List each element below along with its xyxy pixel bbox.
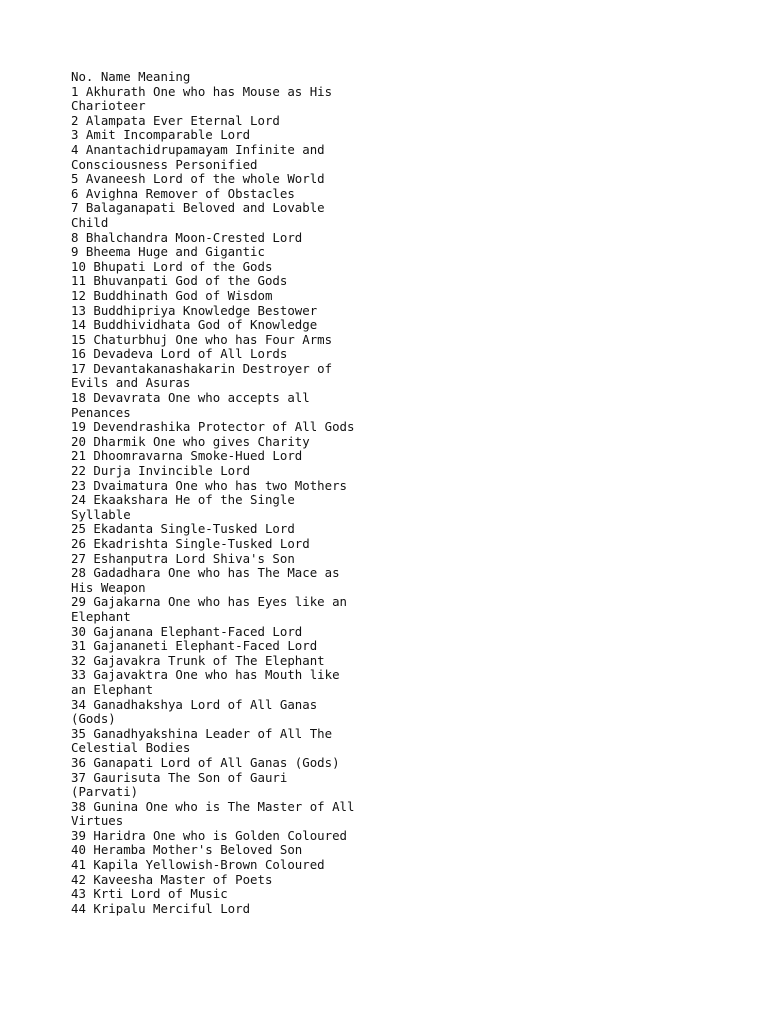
list-line: 2 Alampata Ever Eternal Lord: [71, 112, 280, 128]
list-line: 40 Heramba Mother's Beloved Son: [71, 842, 303, 858]
list-line: 44 Kripalu Merciful Lord: [71, 900, 251, 916]
list-line: 27 Eshanputra Lord Shiva's Son: [71, 550, 295, 566]
list-line: 39 Haridra One who is Golden Coloured: [71, 827, 348, 843]
list-line: 22 Durja Invincible Lord: [71, 463, 251, 479]
list-line: 43 Krti Lord of Music: [71, 886, 228, 902]
list-line: His Weapon: [71, 579, 146, 595]
list-line: 34 Ganadhakshya Lord of All Ganas: [71, 696, 318, 712]
list-line: 3 Amit Incomparable Lord: [71, 127, 251, 143]
list-line: 5 Avaneesh Lord of the whole World: [71, 171, 325, 187]
list-line: 6 Avighna Remover of Obstacles: [71, 185, 295, 201]
list-line: 12 Buddhinath God of Wisdom: [71, 287, 273, 303]
list-line: 4 Anantachidrupamayam Infinite and: [71, 141, 325, 157]
list-line: 41 Kapila Yellowish-Brown Coloured: [71, 857, 325, 873]
list-line: Elephant: [71, 608, 131, 624]
list-line: 1 Akhurath One who has Mouse as His: [71, 83, 333, 99]
list-line: 9 Bheema Huge and Gigantic: [71, 244, 265, 260]
list-line: 24 Ekaakshara He of the Single: [71, 492, 295, 508]
list-line: 16 Devadeva Lord of All Lords: [71, 346, 288, 362]
list-line: 30 Gajanana Elephant-Faced Lord: [71, 623, 303, 639]
list-line: 28 Gadadhara One who has The Mace as: [71, 565, 340, 581]
list-line: 29 Gajakarna One who has Eyes like an: [71, 594, 348, 610]
list-line: 15 Chaturbhuj One who has Four Arms: [71, 331, 333, 347]
list-line: 26 Ekadrishta Single-Tusked Lord: [71, 536, 310, 551]
list-line: 10 Bhupati Lord of the Gods: [71, 258, 273, 274]
list-line: 18 Devavrata One who accepts all: [71, 390, 310, 406]
list-line: 35 Ganadhyakshina Leader of All The: [71, 725, 333, 741]
list-line: an Elephant: [71, 681, 154, 697]
list-line: 37 Gaurisuta The Son of Gauri: [71, 769, 288, 785]
list-line: 14 Buddhividhata God of Knowledge: [71, 317, 318, 333]
list-line: 36 Ganapati Lord of All Ganas (Gods): [71, 754, 340, 770]
list-line: (Gods): [71, 711, 116, 727]
list-header: No. Name Meaning: [71, 69, 191, 84]
list-line: 21 Dhoomravarna Smoke-Hued Lord: [71, 448, 303, 464]
list-line: Virtues: [71, 813, 124, 829]
list-line: Evils and Asuras: [71, 375, 191, 391]
list-line: 19 Devendrashika Protector of All Gods: [71, 419, 355, 435]
list-line: 38 Gunina One who is The Master of All: [71, 798, 355, 814]
list-line: Charioteer: [71, 98, 146, 114]
list-line: Penances: [71, 404, 131, 420]
list-line: Consciousness Personified: [71, 156, 258, 172]
list-line: 13 Buddhipriya Knowledge Bestower: [71, 302, 318, 318]
list-line: 31 Gajananeti Elephant-Faced Lord: [71, 638, 318, 654]
list-line: 32 Gajavakra Trunk of The Elephant: [71, 652, 325, 668]
list-line: 25 Ekadanta Single-Tusked Lord: [71, 521, 295, 537]
list-line: Celestial Bodies: [71, 740, 191, 756]
list-line: 8 Bhalchandra Moon-Crested Lord: [71, 229, 303, 245]
list-line: 23 Dvaimatura One who has two Mothers: [71, 477, 348, 493]
names-list: [71, 70, 371, 916]
list-line: 7 Balaganapati Beloved and Lovable: [71, 200, 325, 216]
list-line: (Parvati): [71, 784, 139, 800]
list-line: 11 Bhuvanpati God of the Gods: [71, 273, 288, 289]
list-line: Syllable: [71, 506, 131, 522]
list-line: Child: [71, 214, 109, 230]
list-line: 42 Kaveesha Master of Poets: [71, 871, 273, 887]
list-line: 20 Dharmik One who gives Charity: [71, 433, 310, 449]
list-line: 33 Gajavaktra One who has Mouth like: [71, 667, 340, 683]
list-line: 17 Devantakanashakarin Destroyer of: [71, 360, 333, 376]
